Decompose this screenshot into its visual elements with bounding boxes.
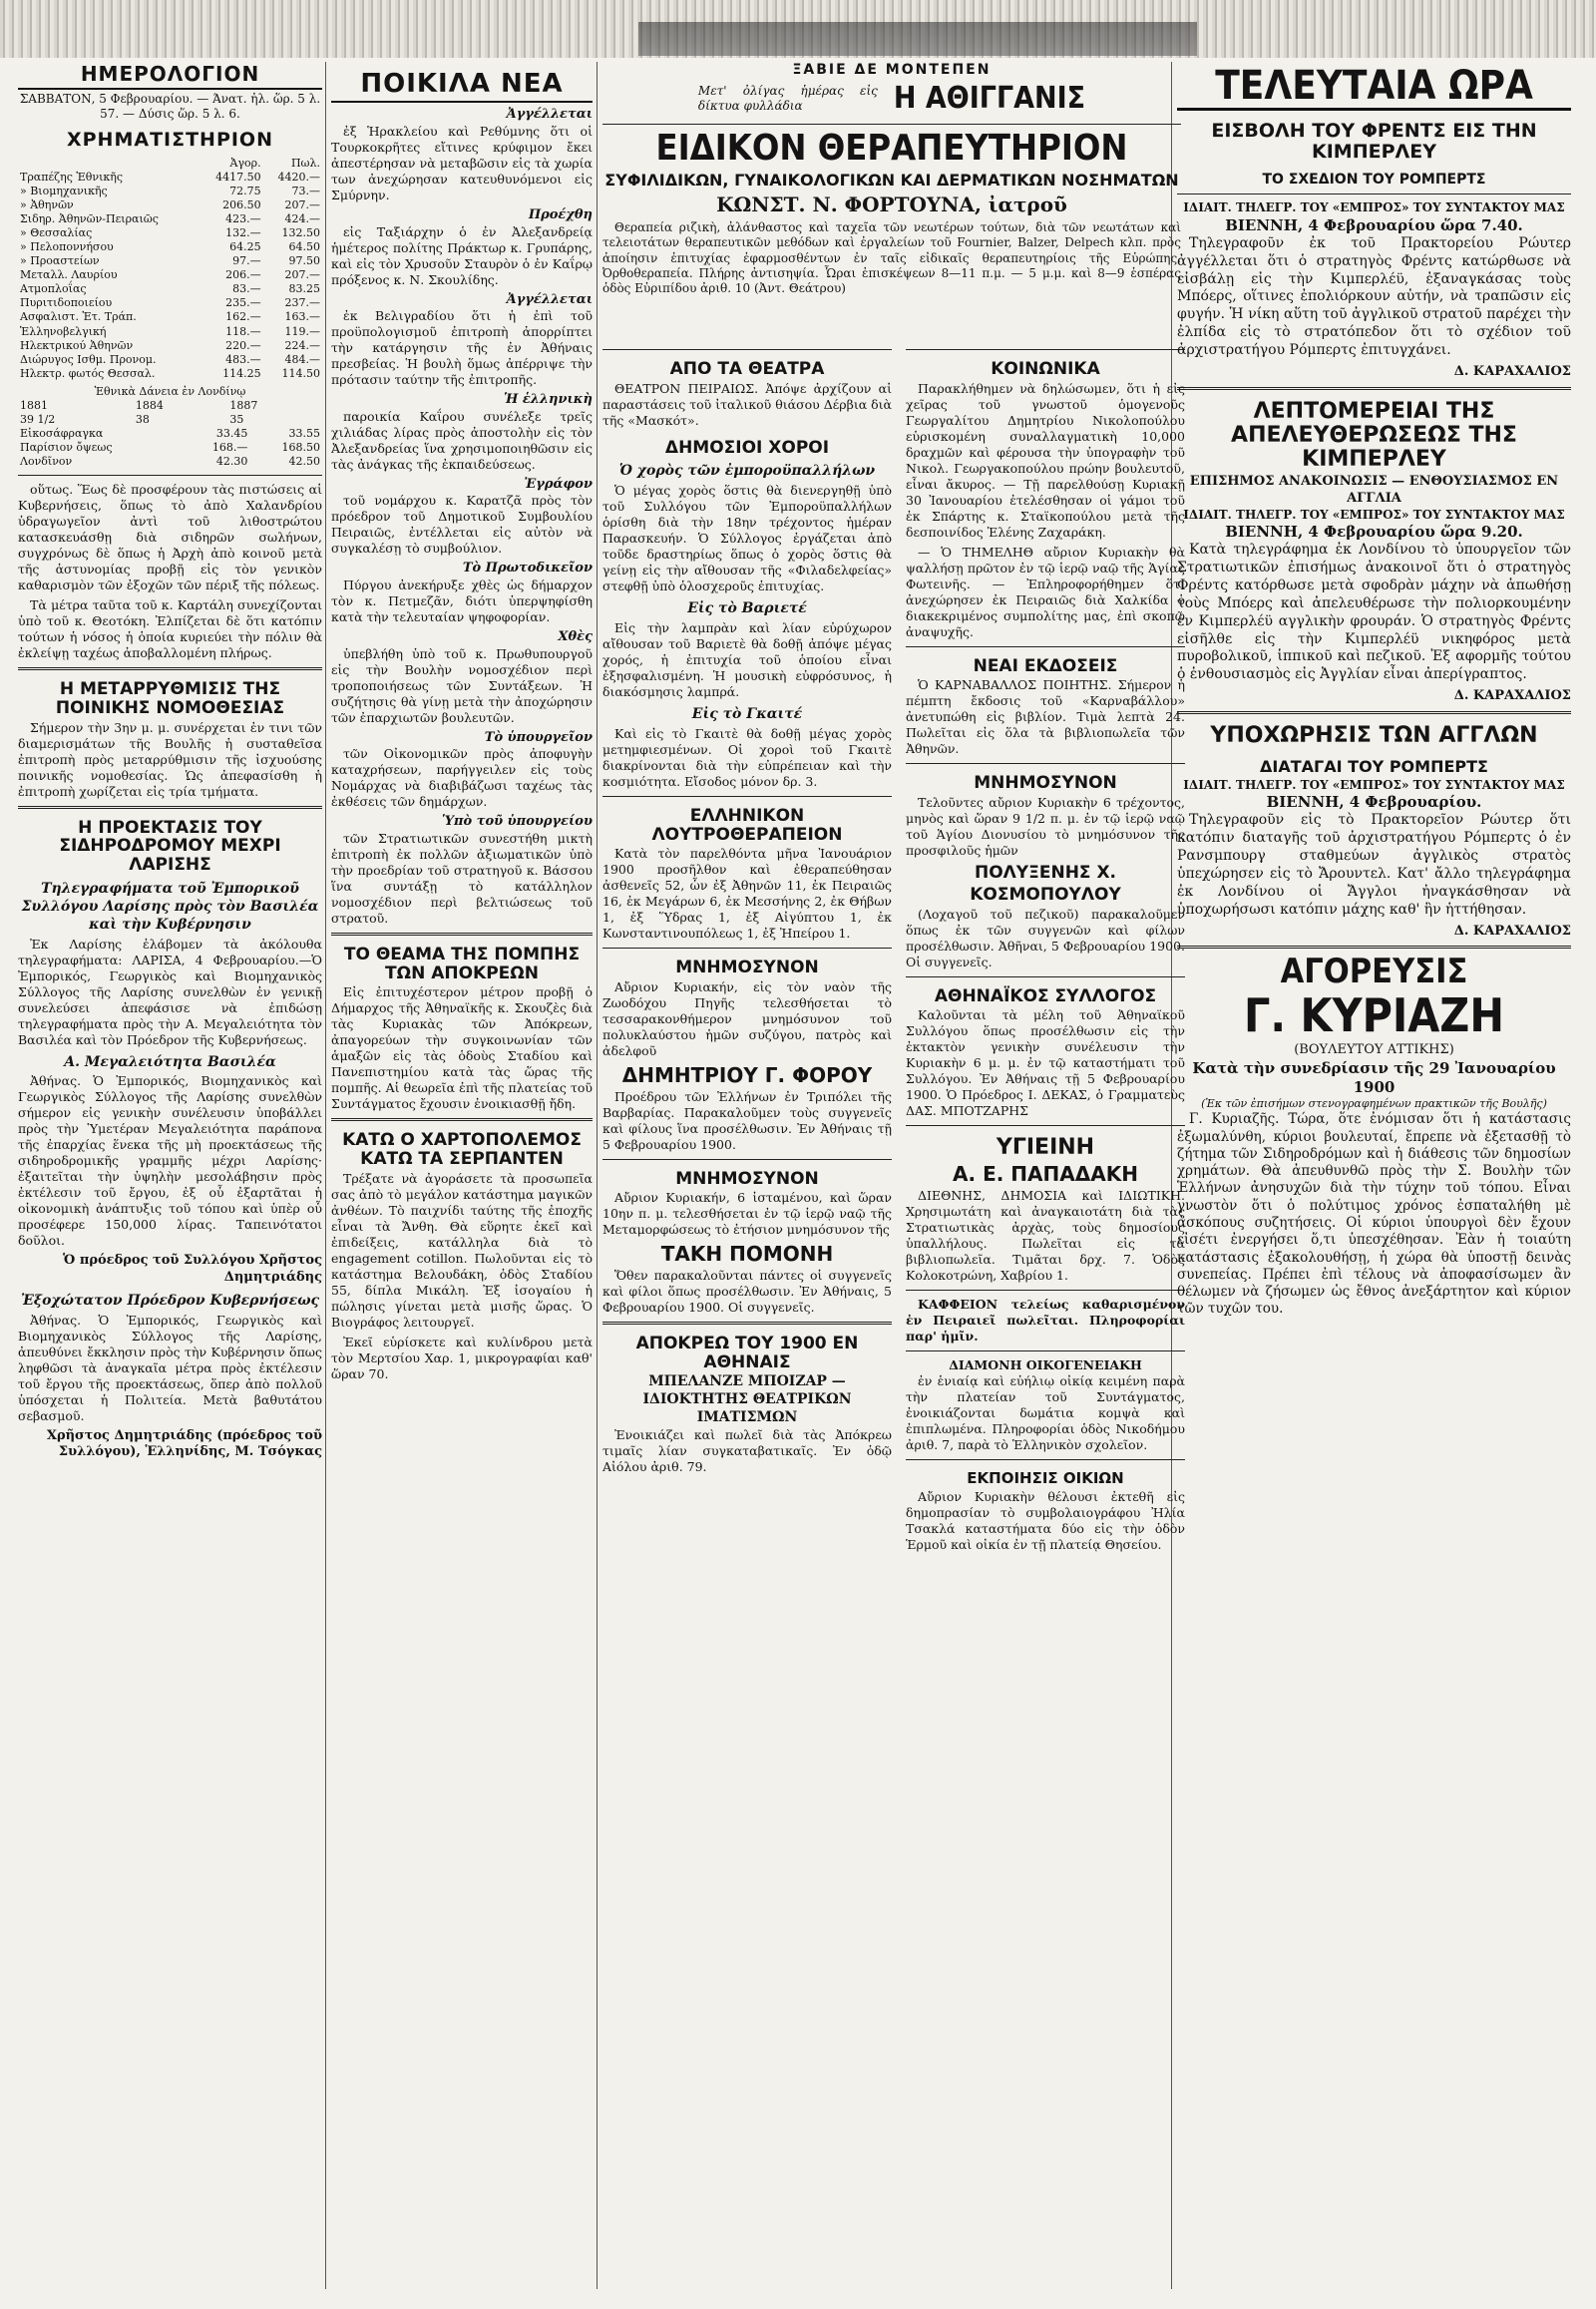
news-kicker: Ὑπὸ τοῦ ὑπουργείου: [442, 814, 593, 830]
table-row: [18, 353, 322, 367]
divider: [331, 933, 593, 936]
subheadline: ΔΙΑΤΑΓΑΙ ΤΟΥ ΡΟΜΠΕΡΤΣ: [1260, 757, 1488, 777]
news-text: ἐκ Βελιγραδίου ὅτι ἡ ἐπὶ τοῦ προϋπολογισμοῦ ἐπιτροπὴ ἀπορρίπτει τὴν κατάργησιν τῆς ἐν Ἀθήναις πρεσβείας. Ἡ βουλὴ ὅμως ἀπέρριψε τὴν πρότασιν ταύτην τῆς ἐπιτροπῆς.: [331, 308, 593, 388]
headline-details: ΛΕΠΤΟΜΕΡΕΙΑΙ ΤΗΣ ΑΠΕΛΕΥΘΕΡΩΣΕΩΣ ΤΗΣ ΚΙΜΠΕΡΛΕΥ: [1231, 398, 1517, 473]
cell: Ἑλληνοβελγική: [20, 324, 107, 338]
cell: Διώρυγος Ισθμ. Προνομ.: [20, 352, 157, 366]
headline-penal-reform: Η ΜΕΤΑΡΡΥΘΜΙΣΙΣ ΤΗΣ ΠΟΙΝΙΚΗΣ ΝΟΜΟΘΕΣΙΑΣ: [55, 679, 285, 719]
cell: 483.—: [225, 352, 261, 366]
cell: Ασφαλιστ. Ἑτ. Τράπ.: [20, 310, 137, 324]
column-3a: [602, 343, 892, 1479]
masthead-print-area: [638, 22, 1197, 56]
section-title-last-hour: ΤΕΛΕΥΤΑΙΑ ΩΡΑ: [1177, 66, 1571, 111]
cell: 224.—: [284, 338, 320, 352]
cell: 220.—: [225, 338, 261, 352]
cell: 206.50: [222, 197, 261, 211]
cell: 33.55: [288, 427, 320, 441]
news-item: [331, 814, 593, 927]
advert-text: Αὔριον Κυριακὴν θέλουσι ἐκτεθῆ εἰς δημοπρασίαν τὸ συμβολαιογράφου Ἠλία Τσακλά καταστήματα δύο εἰς τὴν ὁδὸν Ἑρμοῦ καὶ οἰκία ἐν τῇ πλατείᾳ Θησείου.: [906, 1488, 1185, 1552]
news-item: [331, 107, 593, 203]
cell: 97.—: [232, 254, 261, 268]
article-text: Ἀθήνας. Ὁ Ἐμπορικός, Βιομηχανικὸς καὶ Γεωργικὸς Σύλλογος τῆς Λαρίσης συνελθὼν σήμερον εἰς γενικὴν συνέλευσιν ὑποβάλλει πρὸς τὴν Ὑμετέραν Μεγαλειότητα παράπονα τῆς ἐπαρχίας ἕνεκα τῆς μὴ προεκτάσεως τῆς σιδηροδρομικῆς γραμμῆς μέχρι Λαρίσης· ἐξαιτεῖται τὴν ὑψηλὴν μεσολάβησιν πρὸς ἐκτέλεσιν τοῦ ἔργου, ἐξ οὗ ἐξαρτᾶται ἡ οἰκονομικὴ ἀνάπτυξις τοῦ τόπου καὶ ὑπὲρ οὗ προσέφερε 150,000 λίρας. Ταπεινότατοι δοῦλοι.: [18, 1073, 322, 1249]
advert-text: Ἐκεῖ εὑρίσκετε καὶ κυλίνδρου μετὰ τὸν Μερτσίου Χαρ. 1, μικρογραφίαι καθ' ὥραν 70.: [331, 1334, 593, 1381]
news-kicker: Χθὲς: [558, 629, 593, 645]
article-text: Προέδρου τῶν Ἑλλήνων ἐν Τριπόλει τῆς Βαρβαρίας. Παρακαλοῦμεν τοὺς συγγενεῖς καὶ φίλους ἵνα προσέλθωσιν. Ἐν Ἀθήναις τῇ 5 Φεβρουαρίου 1900.: [602, 1088, 892, 1152]
cell: 206.—: [225, 268, 261, 282]
cell: Λονδῖνον: [20, 455, 73, 469]
table-row: [18, 171, 322, 185]
headline-house-sale: ΕΚΠΟΙΗΣΙΣ ΟΙΚΙΩΝ: [967, 1469, 1124, 1488]
article-text: Τελοῦντες αὔριον Κυριακὴν 6 τρέχοντος, μηνὸς καὶ ὥραν 9 1/2 π. μ. ἐν τῷ ἱερῷ ναῷ τοῦ Ἁγίου Διονυσίου τὸ μνημόσυνον τῆς προσφιλοῦς ἡμῶν: [906, 795, 1185, 859]
cell: 83.—: [232, 282, 261, 296]
cafe-advert: ΚΑΦΦΕΙΟΝ τελείως καθαρισμένον ἐν Πειραιεῖ πωλεῖται. Πληροφορίαι παρ' ἡμῖν.: [906, 1297, 1185, 1345]
cell: 1884: [135, 398, 164, 412]
cell: 97.50: [288, 254, 320, 268]
table-row: [18, 325, 322, 339]
headline-hygiene: ΥΓΙΕΙΝΗ: [996, 1135, 1095, 1161]
subheadline: ΤΟ ΣΧΕΔΙΟΝ ΤΟΥ ΡΟΜΠΕΡΤΣ: [1262, 171, 1486, 188]
cell: 1887: [229, 398, 258, 412]
table-row: [18, 240, 322, 254]
article-text: Παρακλήθημεν νὰ δηλώσωμεν, ὅτι ἡ εἰς χεῖρας τοῦ γνωστοῦ ὁμογενοῦς Γεωργαλίτου Δημητρίου Νικολοπούλου εὑρισκομένη συναλλαγματικὴ 10,000 δραχμῶν καὶ φέρουσα τὴν ὑπογραφὴν τοῦ Νικολ. Γεωργακοπούλου πρώην βουλευτοῦ, εἶναι ἄκυρος. — Τῇ παρελθούσῃ Κυριακῇ 30 Ἰανουαρίου ἐτελέσθησαν οἱ γάμοι τοῦ ἐκ Σπάρτης κ. Σταϊκοπούλου μετὰ τῆς δεσποινίδος Ἑλένης Ζαχαράκη.: [906, 380, 1185, 540]
article-text: ΘΕΑΤΡΟΝ ΠΕΙΡΑΙΩΣ. Ἀπόψε ἀρχίζουν αἱ παραστάσεις τοῦ ἰταλικοῦ θιάσου Δέρβια διὰ τῆς «Μασκότ».: [602, 380, 892, 428]
column-rule: [325, 62, 326, 2289]
speaker-title: (ΒΟΥΛΕΥΤΟΥ ΑΤΤΙΚΗΣ): [1294, 1042, 1454, 1058]
headline-baths: ΕΛΛΗΝΙΚΟΝ ΛΟΥΤΡΟΘΕΡΑΠΕΙΟΝ: [651, 806, 843, 845]
signature: Δ. ΚΑΡΑΧΑΛΙΟΣ: [1453, 364, 1571, 380]
cell: Ηλεκτρικού Ἀθηνῶν: [20, 338, 134, 352]
table-row: [18, 339, 322, 353]
costume-advert-title: ΜΠΕΛΑΝΖΕ ΜΠΟΙΖΑΡ — ΙΔΙΟΚΤΗΤΗΣ ΘΕΑΤΡΙΚΩΝ ΙΜΑΤΙΣΜΩΝ: [642, 1373, 852, 1426]
signature: Δ. ΚΑΡΑΧΑΛΙΟΣ: [1453, 923, 1571, 939]
article-text: Αὔριον Κυριακήν, 6 ἱσταμένου, καὶ ὥραν 10ην π. μ. τελεσθήσεται ἐν τῷ ἱερῷ ναῷ τῆς Μεταμορφώσεως τὸ ἐτήσιον μνημόσυνον τῆς: [602, 1190, 892, 1238]
cell: Τραπέζης Ἐθνικῆς: [20, 170, 124, 184]
headline-dances: ΔΗΜΟΣΙΟΙ ΧΟΡΟΙ: [664, 437, 830, 458]
table-row: [18, 310, 322, 324]
divider: [18, 806, 322, 809]
cell: 237.—: [284, 296, 320, 310]
column-2: [331, 62, 593, 2289]
cell: 119.—: [284, 324, 320, 338]
cell: 424.—: [284, 211, 320, 225]
headline-railway: Η ΠΡΟΕΚΤΑΣΙΣ ΤΟΥ ΣΙΔΗΡΟΔΡΟΜΟΥ ΜΕΧΡΙ ΛΑΡΙΣΗΣ: [59, 817, 281, 876]
cell: 162.—: [225, 310, 261, 324]
cell: 168.50: [281, 441, 320, 455]
article-text: Τὰ μέτρα ταῦτα τοῦ κ. Καρτάλη συνεχίζονται ὑπὸ τοῦ κ. Θεοτόκη. Ἐλπίζεται δὲ ὅτι κατόπιν τούτων ἡ νόσος ἡ ὁποία κυριεύει τὴν πόλιν θὰ ἐκλείψῃ ταχέως ἀποβαλλομένη πλήρως.: [18, 597, 322, 661]
calendar-heading: ΗΜΕΡΟΛΟΓΙΟΝ: [18, 62, 322, 90]
dateline: ΣΑΒΒΑΤΟΝ, 5 Φεβρουαρίου. — Άνατ. ἡλ. ὥρ. 5 λ. 57. — Δύσις ὥρ. 5 λ. 6.: [19, 91, 321, 121]
clinic-text: Θεραπεία ριζικὴ, ἀλάνθαστος καὶ ταχεῖα τῶν νεωτέρων τούτων, διὰ τῶν νεωτάτων καὶ τελειοτάτων θεραπευτικῶν μεθόδων καὶ ἐργαλείων τοῦ Fournier, Balzer, Delpech κλπ. πρὸς ἀποίησιν ἐπιτυχίας ἐφαρμοσθέντων ἐν ταῖς εἰδικαῖς θεραπευτηρίοις τῆς Εὐρώπης. Ὀρθοθεραπεία. Πλήρης ἀντισηψία. Ὧραι ἐπισκέψεων 8—11 π.μ. — 5 μ.μ. καὶ 8—9 ἑσπέρας ὁδὸς Εὐριπίδου ἀριθ. 10 (Ἀντ. Θεάτρου): [602, 219, 1181, 296]
cell: 33.45: [215, 427, 248, 441]
cell: 168.—: [211, 441, 248, 455]
headline-memorial: ΜΝΗΜΟΣΥΝΟΝ: [675, 1168, 819, 1189]
dispatch-text: Τηλεγραφοῦν εἰς τὸ Πρακτορεῖον Ρώυτερ ὅτι κατόπιν διαταγῆς τοῦ ἀρχιστρατήγου Ρόμπερτς ὁ ἐν Ρανσμπουργ σταθμεύων ἀγγλικὸς στρατὸς ὑπεχώρησεν εἰς τὸ Ἄρουντελ. Κατ' ἄλλο τηλεγράφημα ἐκ Λονδίνου οἱ Ἄγγλοι ἠναγκάσθησαν νὰ ὑποχωρήσωσι κατόπιν μάχης καθ' ἣν ἡττήθησαν.: [1177, 812, 1571, 918]
headline-memorial: ΜΝΗΜΟΣΥΝΟΝ: [974, 773, 1117, 794]
table-row: [18, 367, 322, 381]
headline-speech: ΑΓΟΡΕΥΣΙΣ: [1280, 952, 1468, 992]
headline-carnival-parade: ΤΟ ΘΕΑΜΑ ΤΗΣ ΠΟΜΠΗΣ ΤΩΝ ΑΠΟΚΡΕΩΝ: [343, 944, 581, 983]
news-item: [331, 477, 593, 558]
news-kicker: Ἀγγέλλεται: [506, 107, 593, 123]
divider: [18, 667, 322, 670]
dispatch-head: ΙΔΙΑΙΤ. ΤΗΛΕΓΡ. ΤΟΥ «ΕΜΠΡΟΣ» ΤΟΥ ΣΥΝΤΑΚΤΟΥ ΜΑΣ: [1183, 507, 1565, 522]
cell: » Θεσσαλίας: [20, 226, 93, 240]
column-rule: [597, 62, 598, 2289]
news-kicker: Ἀγγέλλεται: [506, 291, 593, 307]
article-text: Αὔριον Κυριακήν, εἰς τὸν ναὸν τῆς Ζωοδόχου Πηγῆς τελεσθήσεται τὸ τεσσαρακονθήμερον μνημόσυνον τοῦ πολυκλαύστου ἡμῶν συζύγου, πατρὸς καὶ ἀδελφοῦ: [602, 979, 892, 1059]
divider: [18, 475, 322, 476]
table-row: [18, 198, 322, 212]
memorial-name: ΔΗΜΗΤΡΙΟΥ Γ. ΦΟΡΟΥ: [621, 1063, 873, 1088]
headline-association: ΑΘΗΝΑΪΚΟΣ ΣΥΛΛΟΓΟΣ: [934, 985, 1157, 1006]
cell: 83.25: [288, 282, 320, 296]
headline-new-publications: ΝΕΑΙ ΕΚΔΟΣΕΙΣ: [973, 655, 1118, 676]
column-3b: [906, 343, 1185, 1557]
article-text: Κατὰ τὸν παρελθόντα μῆνα Ἰανουάριον 1900 προσῆλθον καὶ ἐθεραπεύθησαν ἀσθενεῖς 52, ὧν ἐξ Ἀθηνῶν 11, ἐκ Πειραιῶς 16, ἐκ Μεγάρων 6, ἐκ Μεσσήνης 2, ἐκ Θήβων 1, ἐξ Ὕδρας 1, ἐξ Αἰγύπτου 1, ἐκ Κωνσταντινουπόλεως 1, ἐξ Ἠπείρου 1.: [602, 846, 892, 942]
cell: Μεταλλ. Λαυρίου: [20, 268, 118, 282]
cell: » Ἀθηνῶν: [20, 197, 74, 211]
table-row: [18, 427, 322, 441]
table-row: [18, 268, 322, 282]
news-text: παροικία Καΐρου συνέλεξε τρεῖς χιλιάδας λίρας πρὸς ἀποστολὴν εἰς τὸν Ἀλεξανδρείας ἵνα χρησιμοποιηθῶσιν εἰς τὰς ἀνάγκας τῆς ἐκπαιδεύσεως.: [331, 408, 593, 472]
signature: Χρῆστος Δημητριάδης (πρόεδρος τοῦ Συλλόγου), Ἑλληνίδης, Μ. Τσόγκας: [46, 1427, 322, 1460]
cell: 73.—: [291, 184, 320, 197]
hygiene-author: Α. Ε. ΠΑΠΑΔΑΚΗ: [953, 1162, 1138, 1187]
advert-text: Τρέξατε νὰ ἀγοράσετε τὰ προσωπεῖα σας ἀπὸ τὸ μεγάλον κατάστημα μαγικῶν ἀνθέων. Τὸ παιχνίδι ταύτης τῆς ἐποχῆς εἶναι τὰ Ἄνθη. Θὰ εὕρητε ἐκεῖ καὶ ἐπιδείξεις, κατάλληλα διὰ τὸ engagement cotillon. Πωλοῦνται εἰς τὸ κατάστημα Βελουδάκη, ὁδὸς Σταδίου 55, δίπλα Μικάλη. Ἐξ ἰσογαίου ἡ πώλησις γίνεται μετὰ μισῆς ὥρας. Ὁ Βιογράφος λειτουργεῖ.: [331, 1170, 593, 1330]
subheadline: Εἰς τὸ Βαριετέ: [687, 600, 807, 617]
table-row: [18, 455, 322, 469]
memorial-name: ΠΟΛΥΞΕΝΗΣ Χ. ΚΟΣΜΟΠΟΥΛΟΥ: [970, 863, 1121, 905]
cell: 114.50: [281, 366, 320, 380]
speaker-name: Γ. ΚΥΡΙΑΖΗ: [1244, 988, 1504, 1043]
table-row: [18, 282, 322, 296]
cell: 72.75: [229, 184, 261, 197]
cell: » Πελοποννήσου: [20, 240, 114, 254]
clinic-advert: [602, 62, 1181, 301]
article-text: Ἀθήνας. Ὁ Ἐμπορικός, Γεωργικὸς καὶ Βιομηχανικὸς Σύλλογος τῆς Λαρίσης, ἀπευθύνει ἔκκλησιν πρὸς τὴν Κυβέρνησιν ὅπως ληφθῶσι τὰ ἀναγκαῖα μέτρα πρὸς ἐκτέλεσιν τοῦ ἔργου τῆς προεκτάσεως, ὅπερ ἀπὸ πολλοῦ ὑπόσχεται ἡ Πολιτεία. Μετὰ βαθυτάτου σεβασμοῦ.: [18, 1312, 322, 1423]
section-title-news: ΠΟΙΚΙΛΑ ΝΕΑ: [331, 68, 593, 103]
news-item: [331, 392, 593, 473]
headline-kimberley: ΕΙΣΒΟΛΗ ΤΟΥ ΦΡΕΝΤΣ ΕΙΣ ΤΗΝ ΚΙΜΠΕΡΛΕΥ: [1211, 120, 1537, 163]
headline-social: ΚΟΙΝΩΝΙΚΑ: [991, 359, 1100, 379]
headline-retreat: ΥΠΟΧΩΡΗΣΙΣ ΤΩΝ ΑΓΓΛΩΝ: [1210, 722, 1538, 748]
news-text: Πύργου ἀνεκήρυξε χθὲς ὡς δήμαρχον τὸν κ. Πετμεζᾶν, διότι ὑπερψηφίσθη κατὰ τὴν τελευταίαν ψηφοφορίαν.: [331, 577, 593, 625]
signature: Ὁ πρόεδρος τοῦ Συλλόγου Χρῆστος Δημητριάδης: [63, 1253, 322, 1286]
news-kicker: Τὸ Πρωτοδικεῖον: [462, 561, 593, 577]
table-row: [18, 185, 322, 198]
news-kicker: Προέχθη: [528, 206, 593, 222]
exchange-col-sell: Πωλ.: [290, 156, 320, 170]
cell: 64.50: [288, 240, 320, 254]
news-text: εἰς Ταξιάρχην ὁ ἐν Ἀλεξανδρείᾳ ἡμέτερος πολίτης Πράκτωρ κ. Γρυπάρης, καὶ εἰς τὸν Χρυσοῦν Σταυρὸν ὁ ἐν Καΐρῳ πρόξενος κ. Ν. Σκουλίδης.: [331, 223, 593, 287]
news-text: ὑπεβλήθη ὑπὸ τοῦ κ. Πρωθυπουργοῦ εἰς τὴν Βουλὴν νομοσχέδιον περὶ τροποποιήσεως τῶν Συντάξεων. Ἡ συζήτησις θὰ γίνῃ μετὰ τὴν ἀποχώρησιν τῶν ἐπαρχιωτῶν βουλευτῶν.: [331, 645, 593, 725]
divider: [331, 1118, 593, 1121]
clinic-title: ΕΙΔΙΚΟΝ ΘΕΡΑΠΕΥΤΗΡΙΟΝ: [655, 127, 1128, 169]
article-text: Εἰς τὴν λαμπρὰν καὶ λίαν εὐρύχωρον αἴθουσαν τοῦ Βαριετὲ θὰ δοθῇ ἀπόψε μέγας χορός, ἡ ἐπιτυχία τοῦ ὁποίου εἶναι ἐξησφαλισμένη. Ἡ μουσικὴ εὐφρόσυνος, ἡ διακόσμησις λαμπρά.: [602, 620, 892, 700]
cell: 42.30: [215, 455, 248, 469]
cell: 132.—: [225, 226, 261, 240]
headline-memorial: ΜΝΗΜΟΣΥΝΟΝ: [675, 958, 819, 978]
article-text: Ὁ ΚΑΡΝΑΒΑΛΛΟΣ ΠΟΙΗΤΗΣ. Σήμερον ἡ πέμπτη ἔκδοσις τοῦ «Καρναβάλλου» ἀνετυπώθη εἰς βιβλίον. Τιμὰ λεπτὰ 24. Πωλεῖται εἰς ὅλα τὰ βιβλιοπωλεῖα τῶν Ἀθηνῶν.: [906, 677, 1185, 757]
article-text: Ὅθεν παρακαλοῦνται πάντες οἱ συγγενεῖς καὶ φίλοι ὅπως προσέλθωσιν. Ἐν Ἀθήναις, 5 Φεβρουαρίου 1900. Οἱ συγγενεῖς.: [602, 1268, 892, 1316]
cell: 42.50: [288, 455, 320, 469]
cell: Ατμοπλοΐας: [20, 282, 87, 296]
news-item: [331, 207, 593, 288]
cell: » Βιομηχανικῆς: [20, 184, 108, 197]
table-row: [18, 296, 322, 310]
dispatch-text: Τηλεγραφοῦν ἐκ τοῦ Πρακτορείου Ρώυτερ ἀγγέλλεται ὅτι ὁ στρατηγὸς Φρέντς κατώρθωσε νὰ εἰσβάλῃ εἰς τὴν Κιμπερλέϋ, ἐξαναγκάσας τοὺς Μπόερς, οἵτινες ἐπολιόρκουν αὐτήν, νὰ τραπῶσιν εἰς φυγήν. Ἡ νίκη αὕτη τοῦ ἀγγλικοῦ στρατοῦ παρέχει τὴν ἐλπίδα εἰς τὸ στρατόπεδον ὅτι τὸ σχέδιον τοῦ ἀρχιστρατήγου Ρόμπερτς ἐπιτυγχάνει.: [1177, 234, 1571, 359]
cell: Παρίσιον ὄψεως: [20, 441, 113, 455]
news-item: [331, 629, 593, 726]
cell: 114.25: [222, 366, 261, 380]
news-item: [331, 730, 593, 811]
news-text: τῶν Οἰκονομικῶν πρὸς ἀποφυγὴν καταχρήσεων, παρήγγειλεν εἰς τοὺς Νομάρχας νὰ διαβιβάζωσι ταχέως τὰς ἐκθέσεις τῶν δημάρχων.: [331, 746, 593, 810]
cell: Ηλεκτρ. φωτός Θεσσαλ.: [20, 366, 156, 380]
cell: 35: [229, 413, 244, 427]
clinic-subtitle: ΣΥΦΙΛΙΔΙΚΩΝ, ΓΥΝΑΙΚΟΛΟΓΙΚΩΝ ΚΑΙ ΔΕΡΜΑΤΙΚΩΝ ΝΟΣΗΜΑΤΩΝ: [604, 170, 1179, 190]
news-text: τῶν Στρατιωτικῶν συνεστήθη μικτὴ ἐπιτροπὴ ἐκ πολλῶν ἀξιωματικῶν ὑπὸ τὴν προεδρίαν τοῦ στρατηγοῦ κ. Βάσσου ἵνα συντάξῃ τὸ κατάλληλον νομοσχέδιον περὶ βελτιώσεως τοῦ στρατοῦ.: [331, 830, 593, 926]
dispatch-city: ΒΙΕΝΝΗ, 4 Φεβρουαρίου ὥρα 7.40.: [1225, 215, 1523, 234]
cell: 235.—: [225, 296, 261, 310]
cell: 118.—: [225, 324, 261, 338]
table-row: [18, 212, 322, 226]
headline-theatres: ΑΠΟ ΤΑ ΘΕΑΤΡΑ: [669, 359, 825, 379]
column-1: [18, 62, 322, 2289]
cell: 207.—: [284, 268, 320, 282]
cell: Πυριτιδοποιείου: [20, 296, 113, 310]
cell: 64.25: [229, 240, 261, 254]
news-item: [331, 561, 593, 625]
column-3: [602, 62, 1201, 2289]
subheadline: Εἰς τὸ Γκαιτέ: [691, 706, 803, 723]
cell: 163.—: [284, 310, 320, 324]
news-item: [331, 292, 593, 389]
subheadline: ΕΠΙΣΗΜΟΣ ΑΝΑΚΟΙΝΩΣΙΣ — ΕΝΘΟΥΣΙΑΣΜΟΣ ΕΝ ΑΓΓΛΙΑ: [1189, 474, 1559, 506]
article-text: Σήμερον τὴν 3ην μ. μ. συνέρχεται ἐν τινι τῶν διαμερισμάτων τῆς Βουλῆς ἡ συσταθεῖσα ἐπιτροπὴ πρὸς μεταρρύθμισιν τῆς ἰσχυούσης ποινικῆς νομοθεσίας. Ὡς ἀπεφασίσθη ἡ ἐπιτροπὴ χωρίζεται εἰς τρία τμήματα.: [18, 719, 322, 799]
dispatch-city: ΒΙΕΝΝΗ, 4 Φεβρουαρίου ὥρα 9.20.: [1225, 522, 1523, 541]
article-text: (Λοχαγοῦ τοῦ πεζικοῦ) παρακαλοῦμεν ὅπως ἐκ τῶν συγγενῶν καὶ φίλων προσέλθωσιν. Ἀθῆναι, 5 Φεβρουαρίου 1900. Οἱ συγγενεῖς.: [906, 906, 1185, 969]
news-kicker: Ἐγράφον: [524, 476, 593, 492]
cell: 4420.—: [277, 170, 320, 184]
news-kicker: Τὸ ὑπουργεῖον: [484, 729, 593, 745]
advert-text: ἐν ἑνιαίᾳ καὶ εὐήλιῳ οἰκίᾳ κειμένη παρὰ τὴν πλατείαν τοῦ Συντάγματος, ἐνοικιάζονται δωμάτια κομψὰ καὶ ἐπιπλωμένα. Πληροφορίαι ὁδὸς Νικοδήμου ἀριθ. 7, παρὰ τὸ Ἑλληνικὸν σχολεῖον.: [906, 1373, 1185, 1453]
dispatch-head: ΙΔΙΑΙΤ. ΤΗΛΕΓΡ. ΤΟΥ «ΕΜΠΡΟΣ» ΤΟΥ ΣΥΝΤΑΚΤΟΥ ΜΑΣ: [1183, 777, 1565, 792]
article-text: Ὁ μέγας χορὸς ὅστις θὰ διενεργηθῇ ὑπὸ τοῦ Συλλόγου τῶν Ἐμποροϋπαλλήλων ὁρίσθη διὰ τὴν 18ην τρέχοντος ἡμέραν Παρασκευήν. Ὁ Σύλλογος ἐργάζεται ἀπὸ τοῦδε δραστηρίως ὅπως ὁ χορὸς ὅστις θὰ γείνῃ εἰς τὴν αἴθουσαν τῆς «Φιλαδελφείας» στεφθῇ ὑπὸ ὁλοσχεροῦς ἐπιτυχίας.: [602, 483, 892, 594]
exchange-title: ΧΡΗΜΑΤΙΣΤΗΡΙΟΝ: [66, 129, 273, 152]
masthead-band: [0, 0, 1596, 58]
cell: Εἰκοσάφραγκα: [20, 427, 104, 441]
currency-table: [18, 427, 322, 469]
article-text: οὕτως. Ἕως δὲ προσφέρουν τὰς πιστώσεις αἱ Κυβερνήσεις, ὅπως τὸ ἀπὸ Χαλανδρίου ὑδραγωγεῖον ἀντὶ τοῦ λιθοστρώτου κατασκευάσθῃ διὰ σιδηρῶν σωλήνων, συγχρόνως δὲ ὅπως ἡ Ἀρχὴ ἀπὸ κοινοῦ μετὰ τῆς ἀστυνομίας προβῇ εἰς τὸν γενικὸν καθαρισμὸν τῶν ἐξοχῶν τῶν πέριξ τῆς πόλεως.: [18, 482, 322, 593]
cell: Σιδηρ. Ἀθηνῶν-Πειραιῶς: [20, 211, 159, 225]
advert-text: ΔΙΕΘΝΗΣ, ΔΗΜΟΣΙΑ καὶ ΙΔΙΩΤΙΚΗ. Χρησιμωτάτη καὶ ἀναγκαιοτάτη διὰ τὰς Στρατιωτικὰς ἀρχὰς, τοὺς δημοσίους ὑπαλλήλους. Πωλεῖται εἰς τὰ βιβλιοπωλεῖα. Τιμᾶται δρχ. 7. Ὁδὸς Κολοκοτρώνη, Χαβρίου 1.: [906, 1188, 1185, 1284]
memorial-name: ΤΑΚΗ ΠΟΜΟΝΗ: [660, 1242, 834, 1267]
advert-text: Ἐνοικιάζει καὶ πωλεῖ διὰ τὰς Ἀπόκρεω τιμαῖς λίαν συγκαταβατικαῖς. Ἐν ὁδῷ Αἰόλου ἀριθ. 79.: [602, 1427, 892, 1475]
news-kicker: Ἡ ἑλληνικὴ: [504, 392, 593, 408]
signature: Δ. ΚΑΡΑΧΑΛΙΟΣ: [1453, 688, 1571, 704]
article-text: Καλοῦνται τὰ μέλη τοῦ Ἀθηναϊκοῦ Συλλόγου ὅπως προσέλθωσιν εἰς τὴν ἐκτακτὸν γενικὴν συνέλευσιν τὴν Κυριακὴν 6 μ. μ. ἐν τῷ καταστήματι τοῦ Συλλόγου. Ἐν Ἀθήναις τῇ 5 Φεβρουαρίου 1900. Ὁ Πρόεδρος Ι. ΔΕΚΑΣ, ὁ Γραμματεὺς ΔΑΣ. ΜΠΟΤΖΑΡΗΣ: [906, 1007, 1185, 1119]
cell: 4417.50: [215, 170, 261, 184]
cell: 1881: [20, 398, 48, 412]
session-date: Κατὰ τὴν συνεδρίασιν τῆς 29 Ἰανουαρίου 1900: [1192, 1058, 1556, 1097]
subheadline-pm: Ἐξοχώτατον Πρόεδρον Κυβερνήσεως: [20, 1292, 320, 1309]
loans-table: [18, 399, 322, 427]
subheadline: Ὁ χορὸς τῶν ἐμποροϋπαλλήλων: [618, 463, 876, 480]
serial-note: Μετ' ὀλίγας ἡμέρας εἰς δίκτυα φυλλάδια: [697, 83, 878, 113]
dispatch-head: ΙΔΙΑΙΤ. ΤΗΛΕΓΡ. ΤΟΥ «ΕΜΠΡΟΣ» ΤΟΥ ΣΥΝΤΑΚΤΟΥ ΜΑΣ: [1183, 200, 1565, 215]
table-row: [18, 441, 322, 455]
cell: 207.—: [284, 197, 320, 211]
table-row: [18, 254, 322, 268]
dispatch-text: Κατὰ τηλεγράφημα ἐκ Λονδίνου τὸ ὑπουργεῖον τῶν Στρατιωτικῶν ἐπισήμως ἀνακοινοῖ ὅτι ὁ στρατηγὸς Φρέντς κατόρθωσε μετὰ σφοδρὰν μάχην νὰ ἀπωθήσῃ τοὺς Μπόερς καὶ ἀπελευθέρωσε τὴν πολιορκουμένην ἐν Κιμπερλέϋ αγγλικὴν φρουράν. Ὁ στρατηγὸς Φρέντς εἰσῆλθε εἰς τὴν Κιμπερλέϋ νικηφόρος μετὰ πυροβολικοῦ, ἱππικοῦ καὶ πεζικοῦ. Ἐξ αφορμῆς τούτου ὁ ἐνθουσιασμὸς εἰς Ἀγγλίαν εἶναι ἀπερίγραπτος.: [1177, 542, 1571, 683]
exchange-col-buy: Ἀγορ.: [229, 156, 261, 170]
serial-author: ΞΑΒΙΕ ΔΕ ΜΟΝΤΕΠΕΝ: [792, 62, 992, 78]
cell: » Προαστείων: [20, 254, 100, 268]
cell: 39 1/2: [20, 413, 56, 427]
serial-title: Η ΑΘΙΓΓΑΝΙΣ: [893, 80, 1086, 116]
speech-text: Γ. Κυριαζῆς. Τώρα, ὅτε ἐνόμισαν ὅτι ἡ κατάστασις ἐξωμαλύνθη, κύριοι βουλευταί, ἔπρεπε νὰ ἐξετασθῇ τὸ ζήτημα τῶν Σιδηροδρόμων καὶ ἡ διάθεσις τῶν δημοσίων χρημάτων. Θὰ ἀπευθυνθῶ πρὸς τὴν Σ. Βουλὴν τῶν Ἑλλήνων ἀνησυχῶν διὰ τὴν τύχην τοῦ τόπου. Εἶναι γνωστὸν ὅτι ὁ πολύτιμος χρόνος ἐσπαταλήθη μὲ ἀσκόπους συζητήσεις. Οἱ κύριοι ὑπουργοὶ δὲν ἔχουν εἰσέτι ἐνεργήσει ὅ,τι ὑπεσχέθησαν. Ἐὰν ἡ τοιαύτη κατάστασις ἐξακολουθήσῃ, ἡ χώρα θὰ ὑποστῇ δεινὰς συνεπείας. Πρέπει ἐπὶ τέλους νὰ ἀποφασίσωμεν ἂν θέλωμεν νὰ ζήσωμεν ὡς ἔθνος ἀνεξάρτητον καὶ κύριον τῶν τυχῶν του.: [1177, 1111, 1571, 1318]
dispatch-city: ΒΙΕΝΝΗ, 4 Φεβρουαρίου.: [1266, 793, 1482, 812]
headline-apartment: ΔΙΑΜΟΝΗ ΟΙΚΟΓΕΝΕΙΑΚΗ: [949, 1357, 1142, 1373]
table-row: [18, 226, 322, 240]
headline-carnival-1900: ΑΠΟΚΡΕΩ ΤΟΥ 1900 ΕΝ ΑΘΗΝΑΙΣ: [635, 1334, 859, 1372]
cell: 423.—: [225, 211, 261, 225]
cell: 484.—: [284, 352, 320, 366]
subheadline-railway: Τηλεγραφήματα τοῦ Ἐμπορικοῦ Συλλόγου Λαρίσης πρὸς τὸν Βασιλέα καὶ τὴν Κυβέρνησιν: [21, 880, 319, 933]
article-text: Εἰς ἐπιτυχέστερον μέτρον προβῇ ὁ Δήμαρχος τῆς Ἀθηναϊκῆς κ. Σκουζὲς διὰ τὰς Κυριακὰς τῶν Ἀπόκρεων, ἀπαγορεύων τὴν συγκοινωνίαν τῶν ἁμαξῶν εἰς τὰς ὁδοὺς Σταδίου καὶ Πανεπιστημίου κατὰ τὰς ὥρας τῆς πομπῆς. Αἱ θεωρεῖα ἐπὶ τῆς πλατείας τοῦ Συντάγματος ἔχουσιν ἐνοικιασθῇ ἤδη.: [331, 984, 593, 1112]
subheadline-king: Α. Μεγαλειότητα Βασιλέα: [64, 1053, 276, 1070]
exchange-table: [18, 157, 322, 381]
article-text: Ἐκ Λαρίσης ἐλάβομεν τὰ ἀκόλουθα τηλεγραφήματα: ΛΑΡΙΣΑ, 4 Φεβρουαρίου.—Ὁ Ἐμπορικός, Γεωργικὸς καὶ Βιομηχανικὸς Σύλλογος τῆς Λαρίσης συνελθὼν ἐν γενικῇ συνελεύσει ἀπεφάσισε νὰ ἐπιδώσῃ τηλεγραφήματα πρὸς τὴν Α. Μεγαλειότητα τὸν Βασιλέα καὶ τὸν Πρόεδρον τῆς Κυβερνήσεως.: [18, 936, 322, 1047]
news-text: τοῦ νομάρχου κ. Καρατζᾶ πρὸς τὸν πρόεδρον τοῦ Δημοτικοῦ Συμβουλίου Πειραιῶς, ἐντέλλεται εἰς αὐτὸν νὰ συγκαλέσῃ τὸ συμβούλιον.: [331, 493, 593, 557]
news-text: ἐξ Ἡρακλείου καὶ Ρεθύμνης ὅτι οἱ Τουρκοκρῆτες εἴτινες κρύφιμον ἔκει ἀπεστέρησαν νὰ μεταβῶσιν εἰς τὰ χωρία των ἀνεχώρησαν κατευθυνόμενοι εἰς Σμύρνην.: [331, 123, 593, 202]
cell: 38: [135, 413, 150, 427]
loans-title: Ἐθνικὰ Δάνεια ἐν Λονδίνῳ: [94, 384, 246, 398]
cell: 132.50: [281, 226, 320, 240]
source-note: (Ἐκ τῶν ἐπισήμων στενογραφημένων πρακτικῶν τῆς Βουλῆς): [1201, 1097, 1547, 1111]
article-text: — Ὁ ΤΗΜΕΛΗΘ αὔριον Κυριακὴν θὰ ψαλλήσῃ πρῶτον ἐν τῷ ἱερῷ ναῷ τῆς Ἁγίας Φωτεινῆς. — Ἐπληροφορήθημεν ὅτι ἀνεχώρησεν ἐκ Πειραιῶς διὰ Χαλκίδα ὁ διακεκριμένος συμπολίτης μας, ἐπὶ σκοπῷ ἀναψυχῆς.: [906, 544, 1185, 639]
article-text: Καὶ εἰς τὸ Γκαιτὲ θὰ δοθῇ μέγας χορὸς μετημφιεσμένων. Οἱ χοροὶ τοῦ Γκαιτὲ διακρίνονται διὰ τὴν εὐπρέπειαν καὶ τὴν κοσμιότητα. Εἴσοδος μόνον δρ. 3.: [602, 726, 892, 790]
headline-paper-war: ΚΑΤΩ Ο ΧΑΡΤΟΠΟΛΕΜΟΣ ΚΑΤΩ ΤΑ ΣΕΡΠΑΝΤΕΝ: [342, 1130, 582, 1169]
clinic-doctor: ΚΩΝΣΤ. Ν. ΦΟΡΤΟΥΝΑ, ἰατροῦ: [716, 192, 1067, 217]
column-4: [1177, 62, 1571, 2289]
